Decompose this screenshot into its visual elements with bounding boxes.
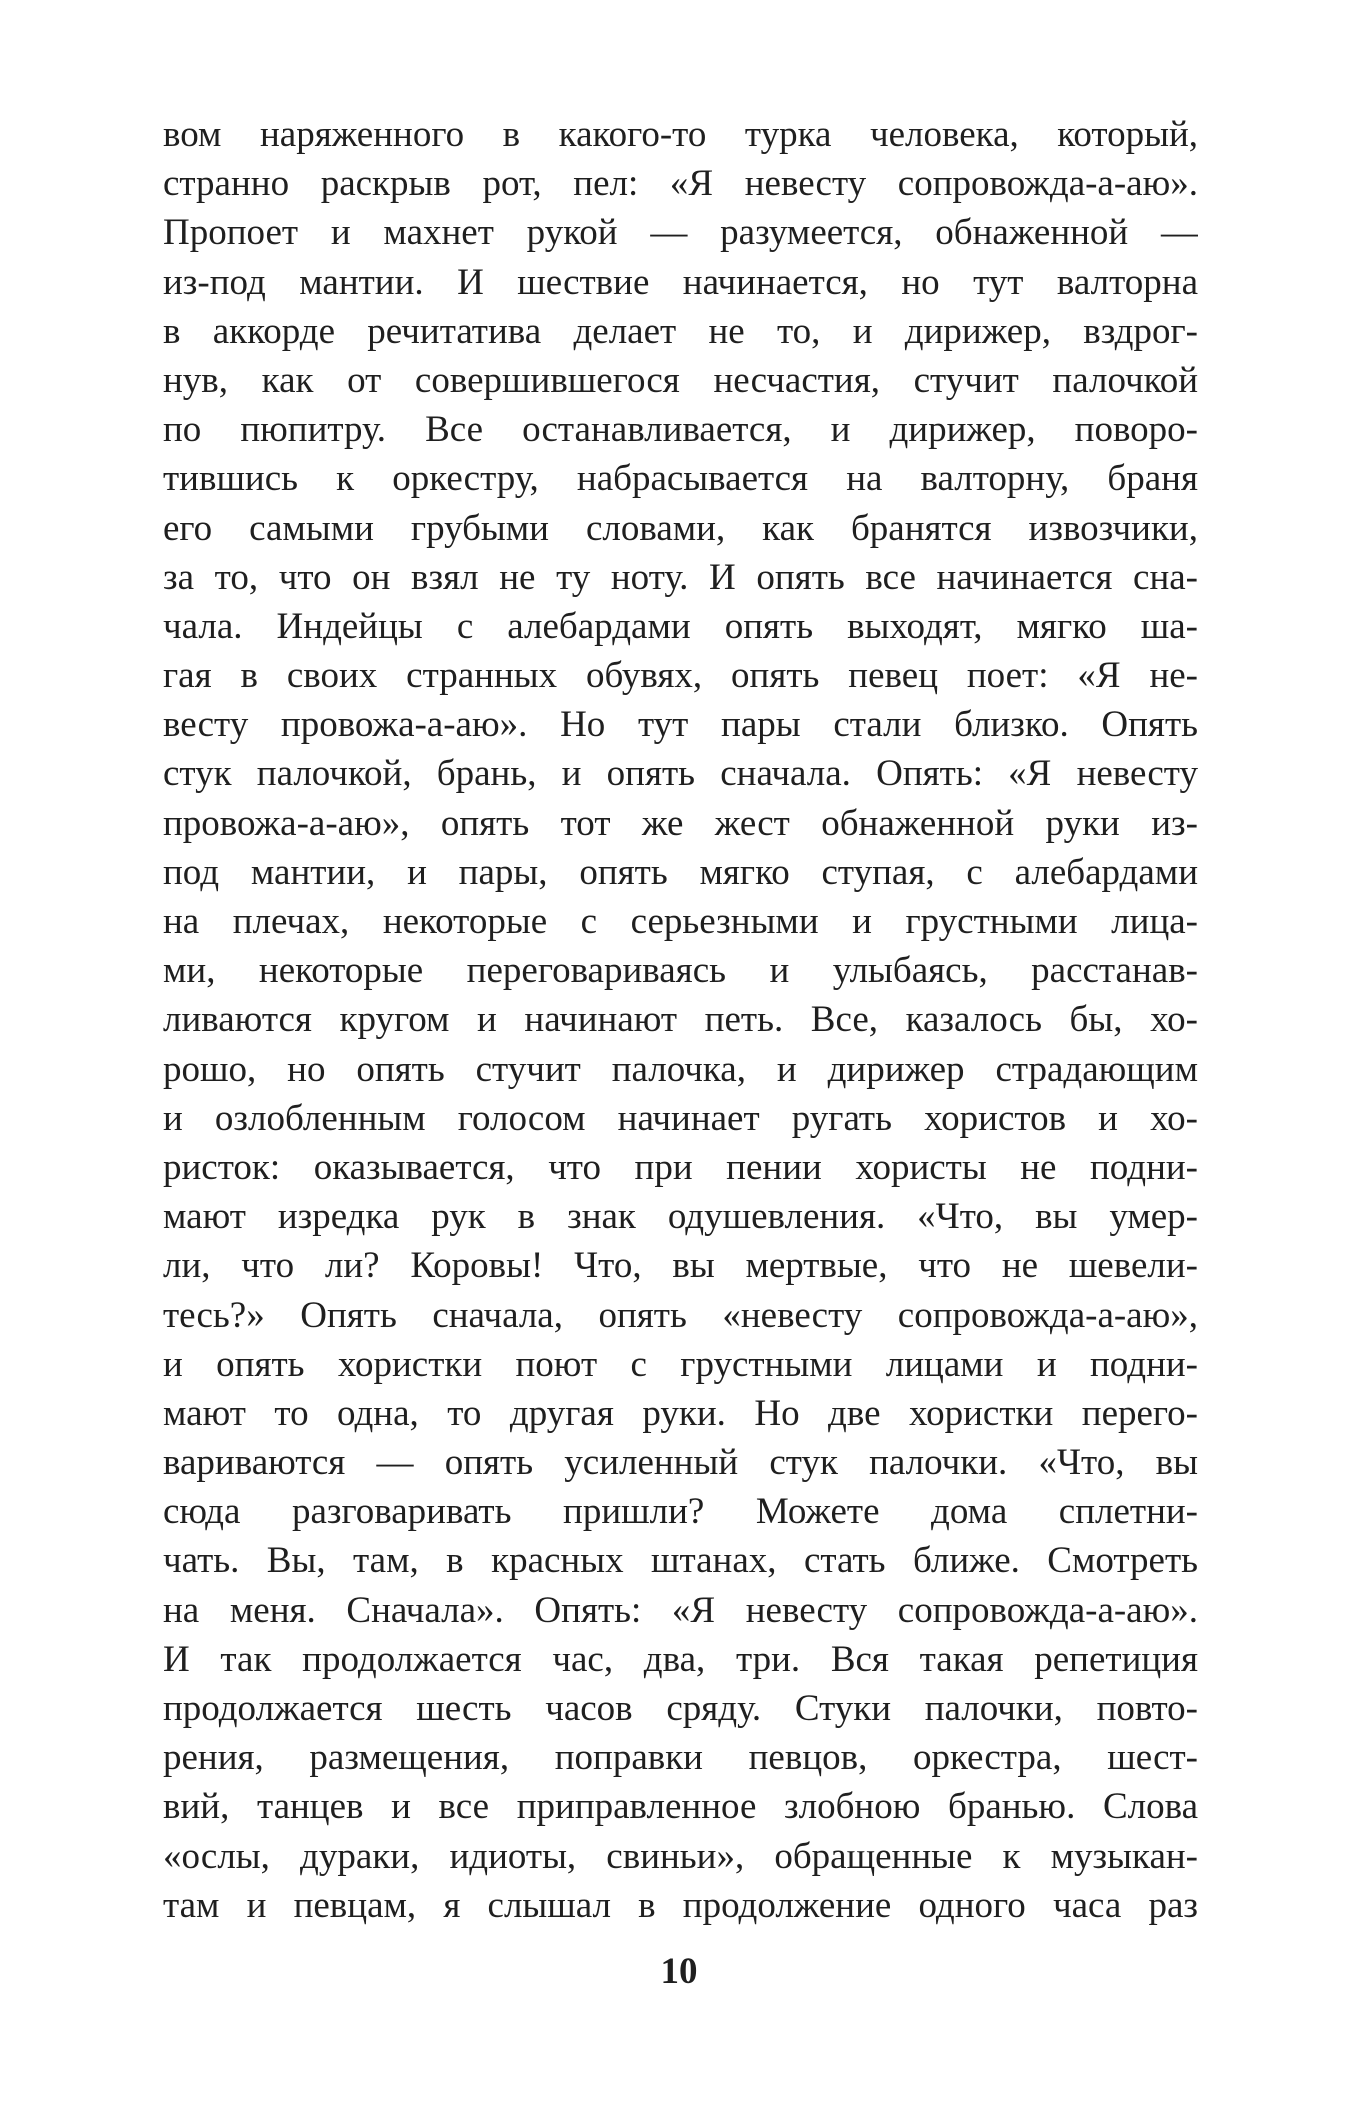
text-line: вом наряженного в какого-то турка человека, который, <box>163 114 1198 155</box>
text-line: на плечах, некоторые с серьезными и грустными лица- <box>163 901 1198 942</box>
text-line: в аккорде речитатива делает не то, и дирижер, вздрог- <box>163 310 1198 352</box>
text-line: тесь?» Опять сначала, опять «невесту сопровожда-а-аю», <box>163 1294 1198 1336</box>
text-line: ливаются кругом и начинают петь. Все, казалось бы, хо- <box>163 999 1198 1041</box>
text-line: ми, некоторые переговариваясь и улыбаясь, расстанав- <box>163 950 1198 992</box>
text-line: провожа-а-аю», опять тот же жест обнаженной руки из- <box>163 802 1198 844</box>
text-line: стук палочкой, брань, и опять сначала. Опять: «Я невесту <box>163 753 1198 795</box>
text-line: вариваются — опять усиленный стук палочки. «Что, вы <box>163 1442 1198 1484</box>
text-line: ристок: оказывается, что при пении хористы не подни- <box>163 1146 1198 1188</box>
text-line: ли, что ли? Коровы! Что, вы мертвые, что не шевели- <box>163 1245 1198 1287</box>
text-line: рения, размещения, поправки певцов, оркестра, шест- <box>163 1737 1198 1779</box>
text-line: вий, танцев и все приправленное злобною бранью. Слова <box>163 1786 1198 1828</box>
body-text <box>163 110 1198 1930</box>
text-line: мают изредка рук в знак одушевления. «Что, вы умер- <box>163 1196 1198 1238</box>
text-line: и озлобленным голосом начинает ругать хористов и хо- <box>163 1097 1198 1139</box>
text-line: под мантии, и пары, опять мягко ступая, с алебардами <box>163 851 1198 893</box>
text-line: мают то одна, то другая руки. Но две хористки перего- <box>163 1392 1198 1434</box>
text-line: странно раскрыв рот, пел: «Я невесту сопровожда-а-аю». <box>163 163 1198 205</box>
text-line: гая в своих странных обувях, опять певец поет: «Я не- <box>163 655 1198 697</box>
text-line: чала. Индейцы с алебардами опять выходят, мягко ша- <box>163 605 1198 647</box>
text-line: Пропоет и махнет рукой — разумеется, обнаженной — <box>163 212 1198 254</box>
text-line: рошо, но опять стучит палочка, и дирижер страдающим <box>163 1048 1198 1090</box>
text-line: и опять хористки поют с грустными лицами и подни- <box>163 1343 1198 1385</box>
text-line: его самыми грубыми словами, как бранятся извозчики, <box>163 507 1198 549</box>
text-line: по пюпитру. Все останавливается, и дирижер, поворо- <box>163 409 1198 451</box>
text-line: «ослы, дураки, идиоты, свиньи», обращенные к музыкан- <box>163 1835 1198 1877</box>
text-line: И так продолжается час, два, три. Вся такая репетиция <box>163 1638 1198 1680</box>
text-line: из-под мантии. И шествие начинается, но тут валторна <box>163 261 1198 303</box>
text-line: нув, как от совершившегося несчастия, стучит палочкой <box>163 359 1198 401</box>
text-line: за то, что он взял не ту ноту. И опять все начинается сна- <box>163 556 1198 598</box>
text-line: сюда разговаривать пришли? Можете дома сплетни- <box>163 1491 1198 1533</box>
text-line: там и певцам, я слышал в продолжение одного часа раз <box>163 1884 1198 1926</box>
text-line: на меня. Сначала». Опять: «Я невесту сопровожда-а-аю». <box>163 1589 1198 1631</box>
text-line: продолжается шесть часов сряду. Стуки палочки, повто- <box>163 1688 1198 1729</box>
text-line: весту провожа-а-аю». Но тут пары стали близко. Опять <box>163 704 1198 746</box>
text-line: чать. Вы, там, в красных штанах, стать ближе. Смотреть <box>163 1540 1198 1582</box>
page-number: 10 <box>660 1951 698 1992</box>
text-line: тившись к оркестру, набрасывается на валторну, браня <box>163 458 1198 500</box>
